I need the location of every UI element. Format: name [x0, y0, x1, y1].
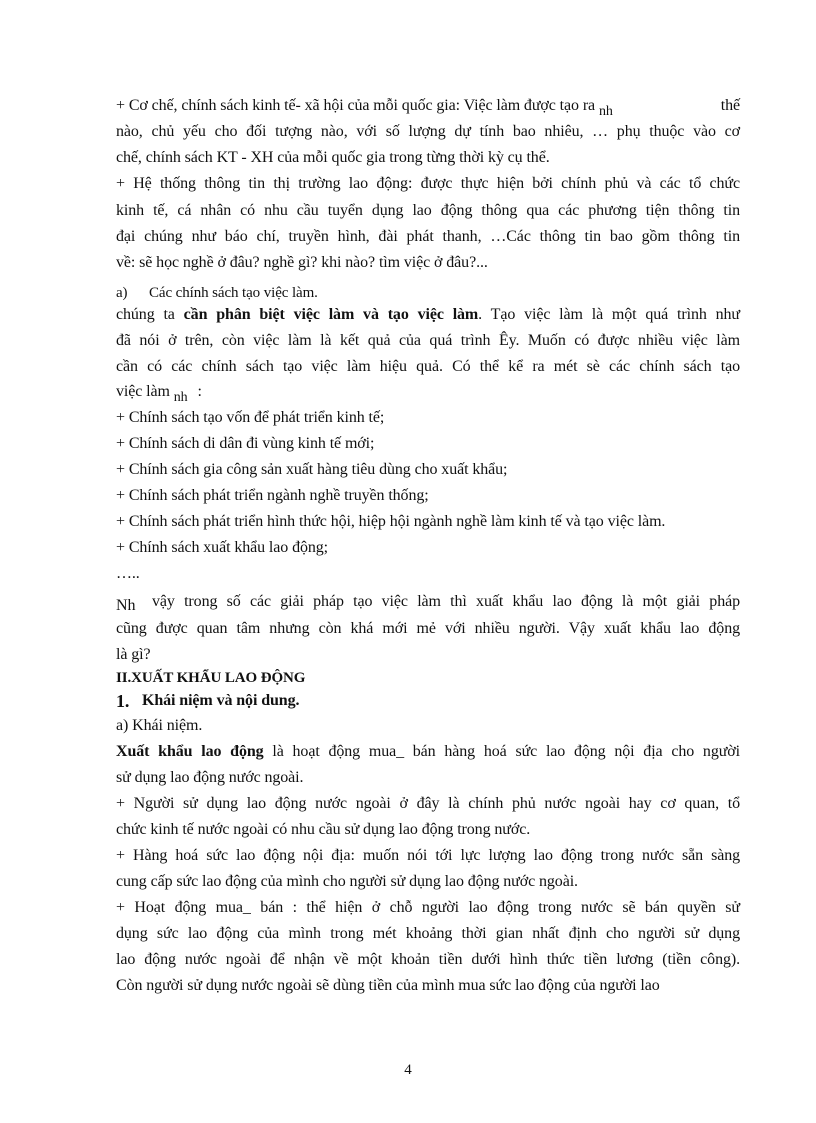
text-span: + Cơ chế, chính sách kinh tế- xã hội của mỗi quốc gia: Việc làm được tạo ra [116, 97, 596, 114]
text-line: kinh tế, cá nhân có nhu cầu tuyển dụng lao động thông qua các phương tiện thông tin [116, 202, 740, 219]
text-line [116, 592, 740, 612]
subheading: a) Khái niệm. [116, 717, 203, 734]
text-span: việc làm [116, 383, 170, 400]
text-line: là gì? [116, 646, 151, 663]
ellipsis-line: ….. [116, 565, 140, 582]
text-line: sử dụng lao động nước ngoài. [116, 769, 304, 786]
text-line: lao động nước ngoài để nhận về một khoản tiền dưới hình thức tiền lương (tiền công). [116, 951, 740, 968]
emphasis-text: cần phân biệt việc làm và tạo việc làm [183, 306, 479, 323]
text-line: cũng được quan tâm nhưng còn khá mới mẻ với nhiều người. Vậy xuất khẩu lao động [116, 620, 740, 637]
text-line: đại chúng như báo chí, truyền hình, đài phát thanh, …Các thông tin bao gồm thông tin [116, 228, 740, 245]
list-item: + Chính sách tạo vốn để phát triển kinh tế; [116, 409, 385, 426]
text-line: chế, chính sách KT - XH của mỗi quốc gia trong từng thời kỳ cụ thể. [116, 149, 550, 166]
text-line [116, 742, 740, 762]
text-span: . Tạo việc làm là một quá trình như [478, 306, 740, 323]
list-item: + Chính sách gia công sản xuất hàng tiêu dùng cho xuất khẩu; [116, 461, 508, 478]
text-span: : [197, 383, 202, 400]
list-marker: a) [116, 285, 128, 301]
text-line: cần có các chính sách tạo việc làm hiệu quả. Có thể kể ra mét sè các chính sách tạo [116, 358, 740, 375]
subsection-heading [116, 691, 740, 713]
text-line [116, 96, 740, 117]
text-line: + Hoạt động mua_ bán : thể hiện ở chỗ người lao động trong nước sẽ bán quyền sử [116, 899, 740, 916]
text-line: + Hàng hoá sức lao động nội địa: muốn nói tới lực lượng lao động trong nước sẵn sàng [116, 847, 740, 864]
heading-text: Các chính sách tạo việc làm. [149, 285, 318, 301]
text-line: đã nói ở trên, còn việc làm là kết quả của quá trình Êy. Muốn có được nhiều việc làm [116, 332, 740, 349]
text-line [116, 382, 740, 403]
text-line: về: sẽ học nghề ở đâu? nghề gì? khi nào? tìm việc ở đâu?... [116, 254, 488, 271]
heading-number: 1. [116, 691, 130, 711]
list-item: + Chính sách xuất khẩu lao động; [116, 539, 329, 556]
text-line: + Hệ thống thông tin thị trường lao động: được thực hiện bởi chính phủ và các tổ chức [116, 175, 740, 192]
text-span: chúng ta [116, 306, 175, 323]
text-line: chức kinh tế nước ngoài có nhu cầu sử dụng lao động trong nước. [116, 821, 531, 838]
text-span: là hoạt động mua_ bán hàng hoá sức lao động nội địa cho người [272, 743, 740, 760]
text-line: Còn người sử dụng nước ngoài sẽ dùng tiền của mình mua sức lao động của người lao [116, 977, 660, 994]
text-line: + Người sử dụng lao động nước ngoài ở đây là chính phủ nước ngoài hay cơ quan, tổ [116, 795, 740, 812]
section-heading [116, 283, 740, 303]
text-span: thế [720, 97, 740, 114]
section-heading: II.XUẤT KHẨU LAO ĐỘNG [116, 670, 306, 686]
emphasis-text: Xuất khẩu lao động [116, 743, 264, 760]
list-item: + Chính sách di dân đi vùng kinh tế mới; [116, 435, 375, 452]
subscript-fragment: nh [173, 390, 188, 405]
fragment-text: Nh [116, 597, 136, 614]
list-item: + Chính sách phát triển hình thức hội, hiệp hội ngành nghề làm kinh tế và tạo việc làm. [116, 513, 666, 530]
text-line: cung cấp sức lao động của mình cho người sử dụng lao động nước ngoài. [116, 873, 578, 890]
text-line [116, 305, 740, 325]
page-number: 4 [404, 1062, 412, 1078]
text-line: nào, chủ yếu cho đối tượng nào, với số lượng dự tính bao nhiêu, … phụ thuộc vào cơ [116, 123, 740, 140]
list-item: + Chính sách phát triển ngành nghề truyền thống; [116, 487, 429, 504]
heading-text: Khái niệm và nội dung. [142, 692, 300, 709]
text-line: dụng sức lao động của mình trong mét khoảng thời gian nhất định cho người sử dụng [116, 925, 740, 942]
text-span: vậy trong số các giải pháp tạo việc làm thì xuất khẩu lao động là một giải pháp [152, 593, 740, 610]
subscript-fragment: nh [598, 104, 613, 119]
